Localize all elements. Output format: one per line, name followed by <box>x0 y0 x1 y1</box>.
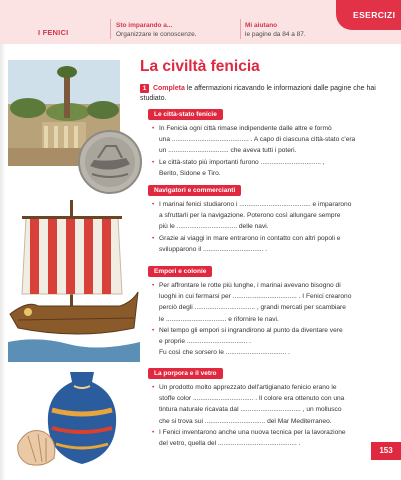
learning-goal-title: Sto imparando a... <box>116 22 173 29</box>
vase-and-shell-image <box>14 366 140 470</box>
exercises-tab-label: ESERCIZI <box>353 10 396 20</box>
text-line: • Un prodotto molto apprezzato dell'artigianato fenicio erano le <box>152 382 392 393</box>
page-title: La civiltà fenicia <box>140 58 260 75</box>
bullet-icon: • <box>152 158 155 166</box>
learning-goal <box>116 22 197 39</box>
text-line: una .......................................... . A capo di ciascuna città-stato c'era <box>159 136 356 144</box>
page-number: 153 <box>371 442 401 460</box>
bullet-icon: • <box>152 326 155 334</box>
text-line: • In Fenicia ogni città rimase indipendente dalle altre e formò <box>152 123 392 134</box>
text-line: le ................................. e rifornire le navi. <box>159 315 279 323</box>
header-divider <box>110 19 111 39</box>
reference-title: Mi aiutano <box>245 22 278 29</box>
section-text <box>152 123 392 179</box>
header-divider <box>240 19 241 39</box>
page-header <box>0 0 401 44</box>
text-line: • I Fenici inventarono anche una nuova tecnica per la lavorazione <box>152 427 392 438</box>
text-line: Berito, Sidone e Tiro. <box>159 169 221 177</box>
text-line: a sfruttarli per la navigazione. Poterono così allungare sempre <box>159 212 341 220</box>
text-line: • Le città-stato più importanti furono ................................. , <box>152 157 392 168</box>
exercises-tab <box>336 0 401 30</box>
ship-illustration <box>8 196 140 362</box>
instruction-keyword: Completa <box>152 85 185 92</box>
learning-goal-text: Organizzare le conoscenze. <box>116 30 197 38</box>
section-text <box>152 382 392 449</box>
section-text <box>152 280 392 358</box>
section-title: La porpora e il vetro <box>148 368 223 379</box>
bullet-icon: • <box>152 428 155 436</box>
section-title: Empori e colonie <box>148 266 212 277</box>
reference-text: le pagine da 84 a 87. <box>245 30 306 38</box>
exercise-number: 1 <box>140 84 149 93</box>
text-line: luoghi in cui fermarsi per ................................... . I Fenici crearono <box>159 293 352 301</box>
bullet-icon: • <box>152 234 155 242</box>
instruction-text: le affermazioni ricavando le informazioni dalle pagine che hai studiato. <box>140 85 376 102</box>
text-line: • I marinai fenici studiarono i ....................................... e impararono <box>152 199 392 210</box>
text-line: • Grazie ai viaggi in mare entrarono in contatto con altri popoli e <box>152 233 392 244</box>
chapter-label: I FENICI <box>38 28 69 37</box>
coin-image <box>76 128 144 196</box>
text-line: Fu così che sorsero le ................................. . <box>159 349 290 357</box>
text-line: • Nel tempo gli empori si ingrandirono al punto da diventare vere <box>152 325 392 336</box>
section-title: Le città-stato fenicie <box>148 109 223 120</box>
text-line: svilupparono il ................................. . <box>159 245 268 253</box>
page-binding-shadow <box>0 44 6 480</box>
bullet-icon: • <box>152 384 155 391</box>
bullet-icon: • <box>152 282 155 289</box>
text-line: del vetro, quella del ........................................... . <box>159 440 301 448</box>
text-line: e proprie ................................. . <box>159 338 251 346</box>
reference-pages <box>245 22 306 39</box>
text-line: che si trova sui ................................. del Mar Mediterraneo. <box>159 417 332 425</box>
bullet-icon: • <box>152 201 155 208</box>
section-title: Navigatori e commercianti <box>148 185 241 196</box>
exercise-instruction <box>140 84 392 103</box>
text-line: perciò degli ................................. , grandi mercati per scambiare <box>159 304 346 312</box>
text-line: più le ................................. delle navi. <box>159 223 269 231</box>
bullet-icon: • <box>152 125 155 132</box>
text-line: • Per affrontare le rotte più lunghe, i marinai avevano bisogno di <box>152 280 392 291</box>
text-line: tintura naturale ricavata dal ................................. , un mollusco <box>159 406 342 414</box>
text-line: stoffe color ................................. . Il colore era ottenuto con una <box>159 395 345 403</box>
text-line: un ................................. che aveva tutti i poteri. <box>159 147 297 155</box>
section-text <box>152 199 392 255</box>
